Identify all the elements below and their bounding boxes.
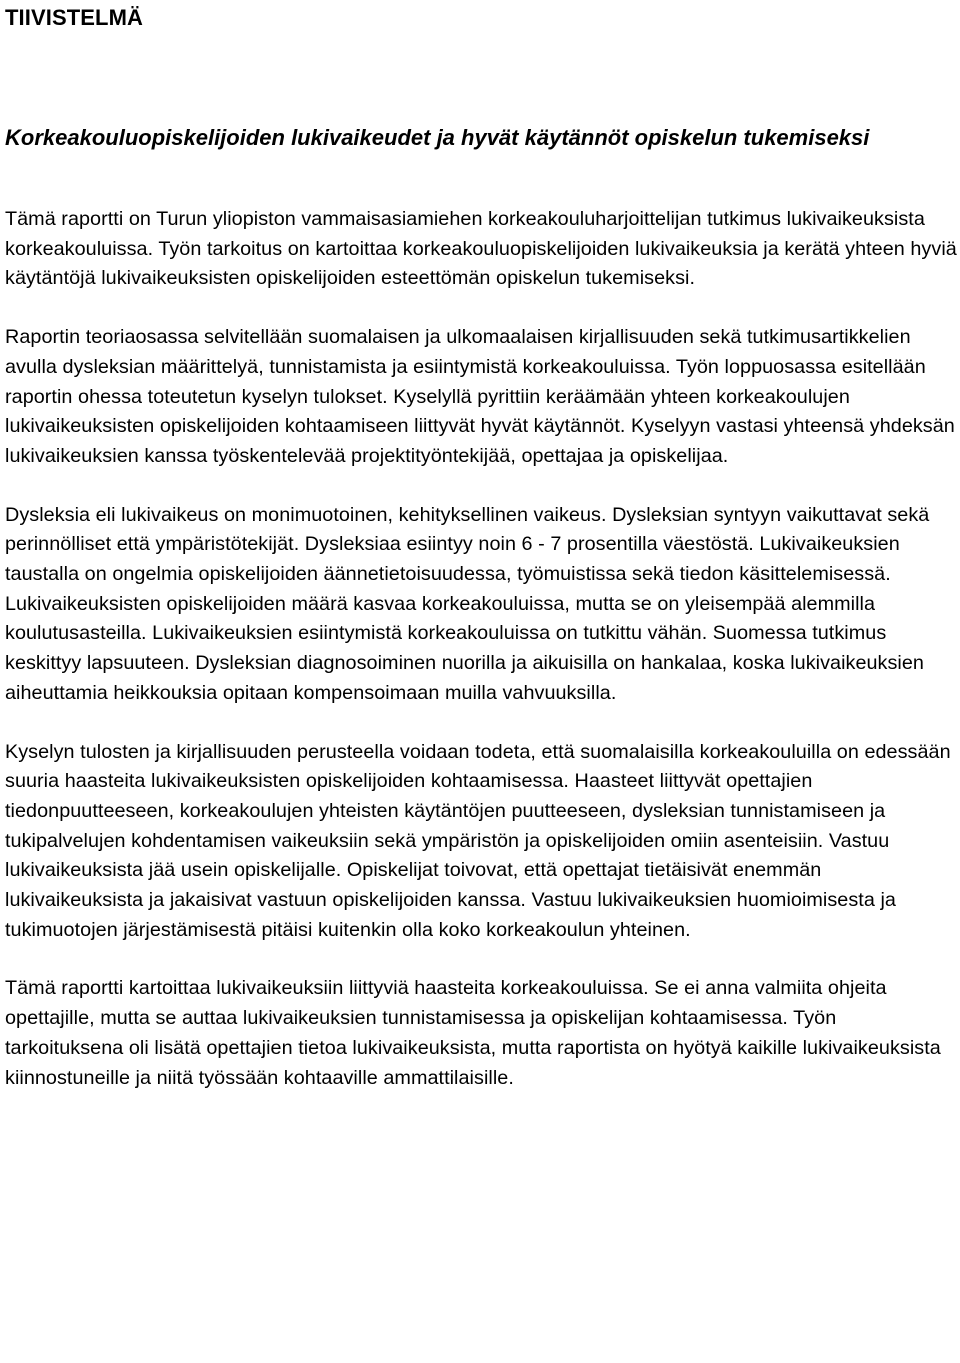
paragraph-theory-and-survey: Raportin teoriaosassa selvitellään suomalaisen ja ulkomaalaisen kirjallisuuden sekä tutkimusartikkelien avulla dysleksian määrittelyä, tunnistamista ja esiintymistä korkeakouluissa. Työn loppuosassa esitellään raportin ohessa toteutetun kyselyn tulokset. Kyselyllä pyrittiin keräämään yhteen korkeakoulujen lukivaikeuksisten opiskelijoiden kohtaamiseen liittyvät hyvät käytännöt. Kyselyyn vastasi yhteensä yhdeksän lukivaikeuksien kanssa työskentelevää projektityöntekijää, opettajaa ja opiskelijaa. — [5, 326, 955, 467]
report-title: Korkeakouluopiskelijoiden lukivaikeudet ja hyvät käytännöt opiskelun tukemiseksi — [5, 125, 870, 150]
paragraph-findings: Kyselyn tulosten ja kirjallisuuden perusteella voidaan todeta, että suomalaisilla korkeakouluilla on edessään suuria haasteita lukivaikeuksisten opiskelijoiden kohtaamisessa. Haasteet liittyvät opettajien tiedonpuutteeseen, korkeakoulujen yhteisten käytäntöjen puutteeseen, dysleksian tunnistamiseen ja tukipalvelujen kohdentamisen vaikeuksiin sekä ympäristön ja opiskelijoiden omiin asenteisiin. Vastuu lukivaikeuksista jää usein opiskelijalle. Opiskelijat toivovat, että opettajat tietäisivät enemmän lukivaikeuksista ja jakaisivat vastuun opiskelijoiden kanssa. Vastuu lukivaikeuksien huomioimisesta ja tukimuotojen järjestämisestä pitäisi kuitenkin olla koko korkeakoulun yhteinen. — [5, 740, 951, 941]
section-heading: TIIVISTELMÄ — [5, 5, 143, 30]
paragraph-introduction: Tämä raportti on Turun yliopiston vammaisasiamiehen korkeakouluharjoittelijan tutkimus lukivaikeuksista korkeakouluissa. Työn tarkoitus on kartoittaa korkeakouluopiskelijoiden lukivaikeuksia ja kerätä yhteen hyviä käytäntöjä lukivaikeuksisten opiskelijoiden esteettömän opiskelun tukemiseksi. — [5, 208, 957, 290]
paragraph-dyslexia-overview: Dysleksia eli lukivaikeus on monimuotoinen, kehityksellinen vaikeus. Dysleksian syntyyn vaikuttavat sekä perinnölliset että ympäristötekijät. Dysleksiaa esiintyy noin 6 - 7 prosentilla väestöstä. Lukivaikeuksien taustalla on ongelmia opiskelijoiden äännetietoisuudessa, työmuistissa sekä tiedon käsittelemisessä. Lukivaikeuksisten opiskelijoiden määrä kasvaa korkeakouluissa, mutta se on yleisempää alemmilla koulutusasteilla. Lukivaikeuksien esiintymistä korkeakouluissa on tutkittu vähän. Suomessa tutkimus keskittyy lapsuuteen. Dysleksian diagnosoiminen nuorilla ja aikuisilla on hankalaa, koska lukivaikeuksien aiheuttamia heikkouksia opitaan kompensoimaan muilla vahvuuksilla. — [5, 503, 930, 704]
document-page — [5, 0, 960, 1093]
paragraph-conclusion: Tämä raportti kartoittaa lukivaikeuksiin liittyviä haasteita korkeakouluissa. Se ei anna valmiita ohjeita opettajille, mutta se auttaa lukivaikeuksien tunnistamisessa ja opiskelijan kohtaamisessa. Työn tarkoituksena oli lisätä opettajien tietoa lukivaikeuksista, mutta raportista on hyötyä kaikille lukivaikeuksista kiinnostuneille ja niitä työssään kohtaaville ammattilaisille. — [5, 977, 941, 1089]
